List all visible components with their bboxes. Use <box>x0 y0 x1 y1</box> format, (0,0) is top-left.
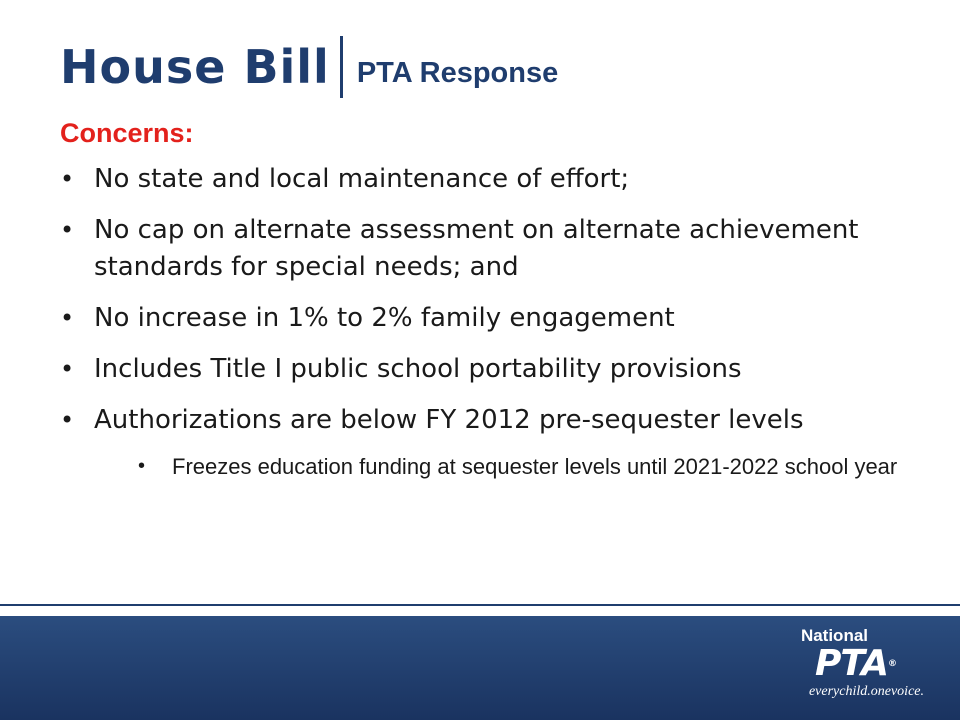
registered-mark: ® <box>888 659 896 669</box>
bullet-item <box>60 402 920 482</box>
sub-bullet-item <box>94 451 920 482</box>
title-divider <box>340 36 343 98</box>
bullet-text: No cap on alternate assessment on alternate achievement standards for special needs; and <box>94 215 859 282</box>
sub-bullet-list <box>94 451 920 482</box>
bullet-list <box>60 161 920 482</box>
bullet-text: Includes Title I public school portability provisions <box>94 354 742 384</box>
concerns-heading: Concerns: <box>60 118 194 148</box>
slide-title: House Bill <box>60 40 330 94</box>
logo-national-text: National <box>800 626 868 645</box>
content-area <box>60 118 920 496</box>
bullet-item <box>60 351 920 388</box>
logo-tagline: everychild.onevoice. <box>808 684 924 699</box>
bullet-item <box>60 161 920 198</box>
footer-divider <box>0 604 960 606</box>
footer-bar <box>0 616 960 720</box>
logo-pta-text <box>764 643 896 684</box>
bullet-text: No increase in 1% to 2% family engagement <box>94 303 675 333</box>
bullet-item <box>60 300 920 337</box>
national-pta-logo <box>764 626 924 712</box>
bullet-text: No state and local maintenance of effort; <box>94 164 630 194</box>
bullet-item <box>60 212 920 286</box>
bullet-text: Authorizations are below FY 2012 pre-sequester levels <box>94 405 804 435</box>
slide-subtitle: PTA Response <box>356 57 559 89</box>
title-row <box>60 28 559 94</box>
logo-pta-word: PTA <box>814 643 888 684</box>
sub-bullet-text: Freezes education funding at sequester levels until 2021-2022 school year <box>172 454 898 479</box>
